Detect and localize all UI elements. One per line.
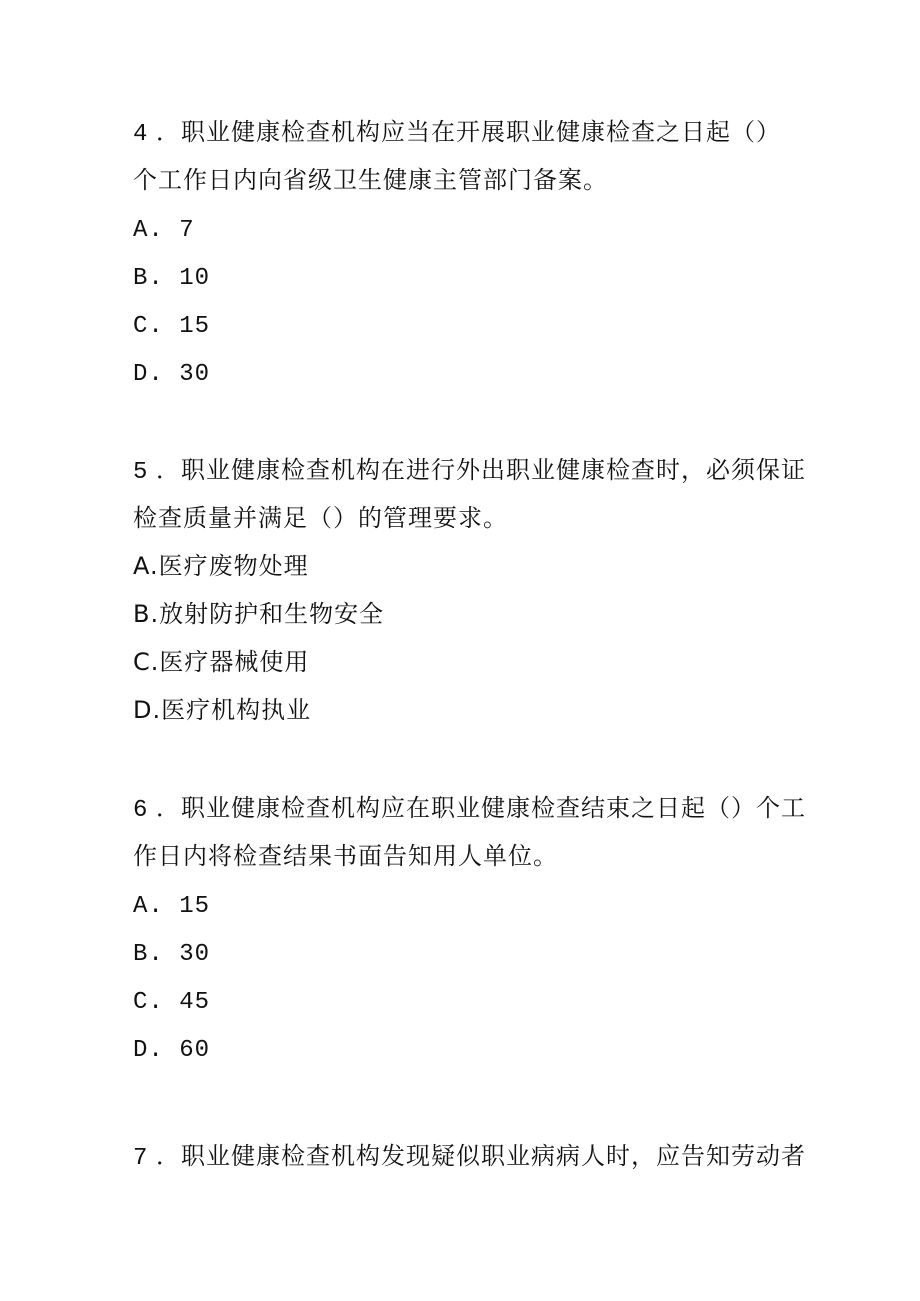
option-a: A.医疗废物处理 <box>133 552 309 580</box>
option-a: A. 15 <box>133 893 211 920</box>
question-stem-line: 作日内将检查结果书面告知用人单位。 <box>133 842 558 870</box>
question-5 <box>133 446 807 734</box>
question-number: 5 <box>133 459 148 486</box>
question-stem-text: ．职业健康检查机构应当在开展职业健康检查之日起（） <box>156 118 782 146</box>
option-d: D. 60 <box>133 1037 211 1064</box>
question-stem-text: ．职业健康检查机构应在职业健康检查结束之日起（）个工 <box>156 794 807 822</box>
question-stem-line <box>133 108 803 156</box>
option-c: C. 15 <box>133 313 211 340</box>
option-b: B. 10 <box>133 265 211 292</box>
option-d: D.医疗机构执业 <box>133 696 312 724</box>
question-number: 6 <box>133 797 148 824</box>
question-number: 4 <box>133 121 148 148</box>
option-b: B.放射防护和生物安全 <box>133 600 385 628</box>
question-stem-text: ．职业健康检查机构发现疑似职业病病人时，应告知劳动者 <box>156 1142 807 1170</box>
question-stem-text: ．职业健康检查机构在进行外出职业健康检查时，必须保证 <box>156 456 807 484</box>
question-stem-line <box>133 446 807 494</box>
option-b: B. 30 <box>133 941 211 968</box>
question-7 <box>133 1132 807 1180</box>
question-stem-line: 检查质量并满足（）的管理要求。 <box>133 504 508 532</box>
question-stem-line <box>133 784 807 832</box>
question-stem-line: 个工作日内向省级卫生健康主管部门备案。 <box>133 166 608 194</box>
question-number: 7 <box>133 1145 148 1172</box>
option-c: C.医疗器械使用 <box>133 648 310 676</box>
question-stem-line <box>133 1132 807 1180</box>
option-a: A. 7 <box>133 217 195 244</box>
option-d: D. 30 <box>133 361 211 388</box>
option-c: C. 45 <box>133 989 211 1016</box>
question-6 <box>133 784 807 1072</box>
question-4 <box>133 108 803 396</box>
